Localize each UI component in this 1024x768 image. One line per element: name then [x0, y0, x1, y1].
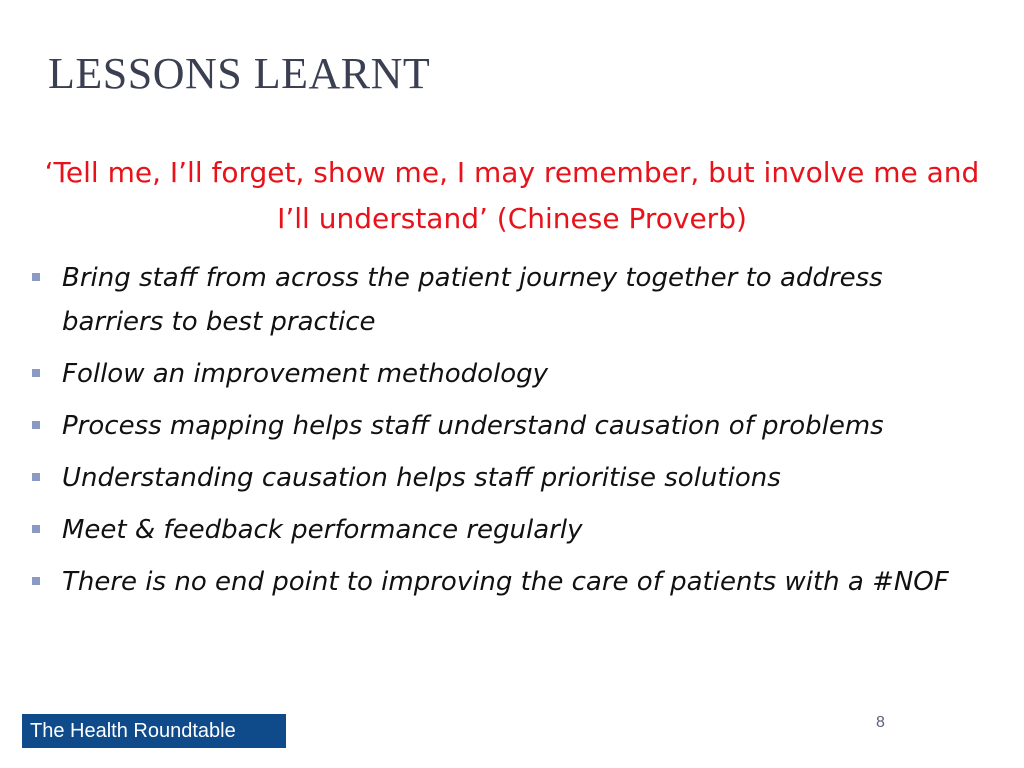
slide-title: LESSONS LEARNT — [48, 49, 431, 98]
bullet-list — [30, 256, 960, 612]
bullet-text: Process mapping helps staff understand causation of problems — [62, 411, 884, 441]
bullet-item — [30, 404, 960, 448]
bullet-item — [30, 508, 960, 552]
bullet-item — [30, 352, 960, 396]
bullet-text: Follow an improvement methodology — [62, 359, 549, 389]
square-bullet-icon — [32, 525, 40, 533]
bullet-item — [30, 560, 960, 604]
bullet-text: Meet & feedback performance regularly — [62, 515, 583, 545]
bullet-item — [30, 456, 960, 500]
square-bullet-icon — [32, 369, 40, 377]
square-bullet-icon — [32, 273, 40, 281]
bullet-text: Bring staff from across the patient journey together to address barriers to best practice — [62, 263, 883, 337]
square-bullet-icon — [32, 421, 40, 429]
square-bullet-icon — [32, 577, 40, 585]
bullet-text: There is no end point to improving the care of patients with a #NOF — [62, 567, 949, 597]
square-bullet-icon — [32, 473, 40, 481]
bullet-text: Understanding causation helps staff prioritise solutions — [62, 463, 781, 493]
bullet-item — [30, 256, 960, 344]
health-roundtable-logo: The Health Roundtable — [22, 714, 286, 748]
quote-text: ‘Tell me, I’ll forget, show me, I may remember, but involve me and I’ll understand’ (Chinese Proverb) — [44, 156, 980, 235]
page-number: 8 — [876, 714, 885, 731]
